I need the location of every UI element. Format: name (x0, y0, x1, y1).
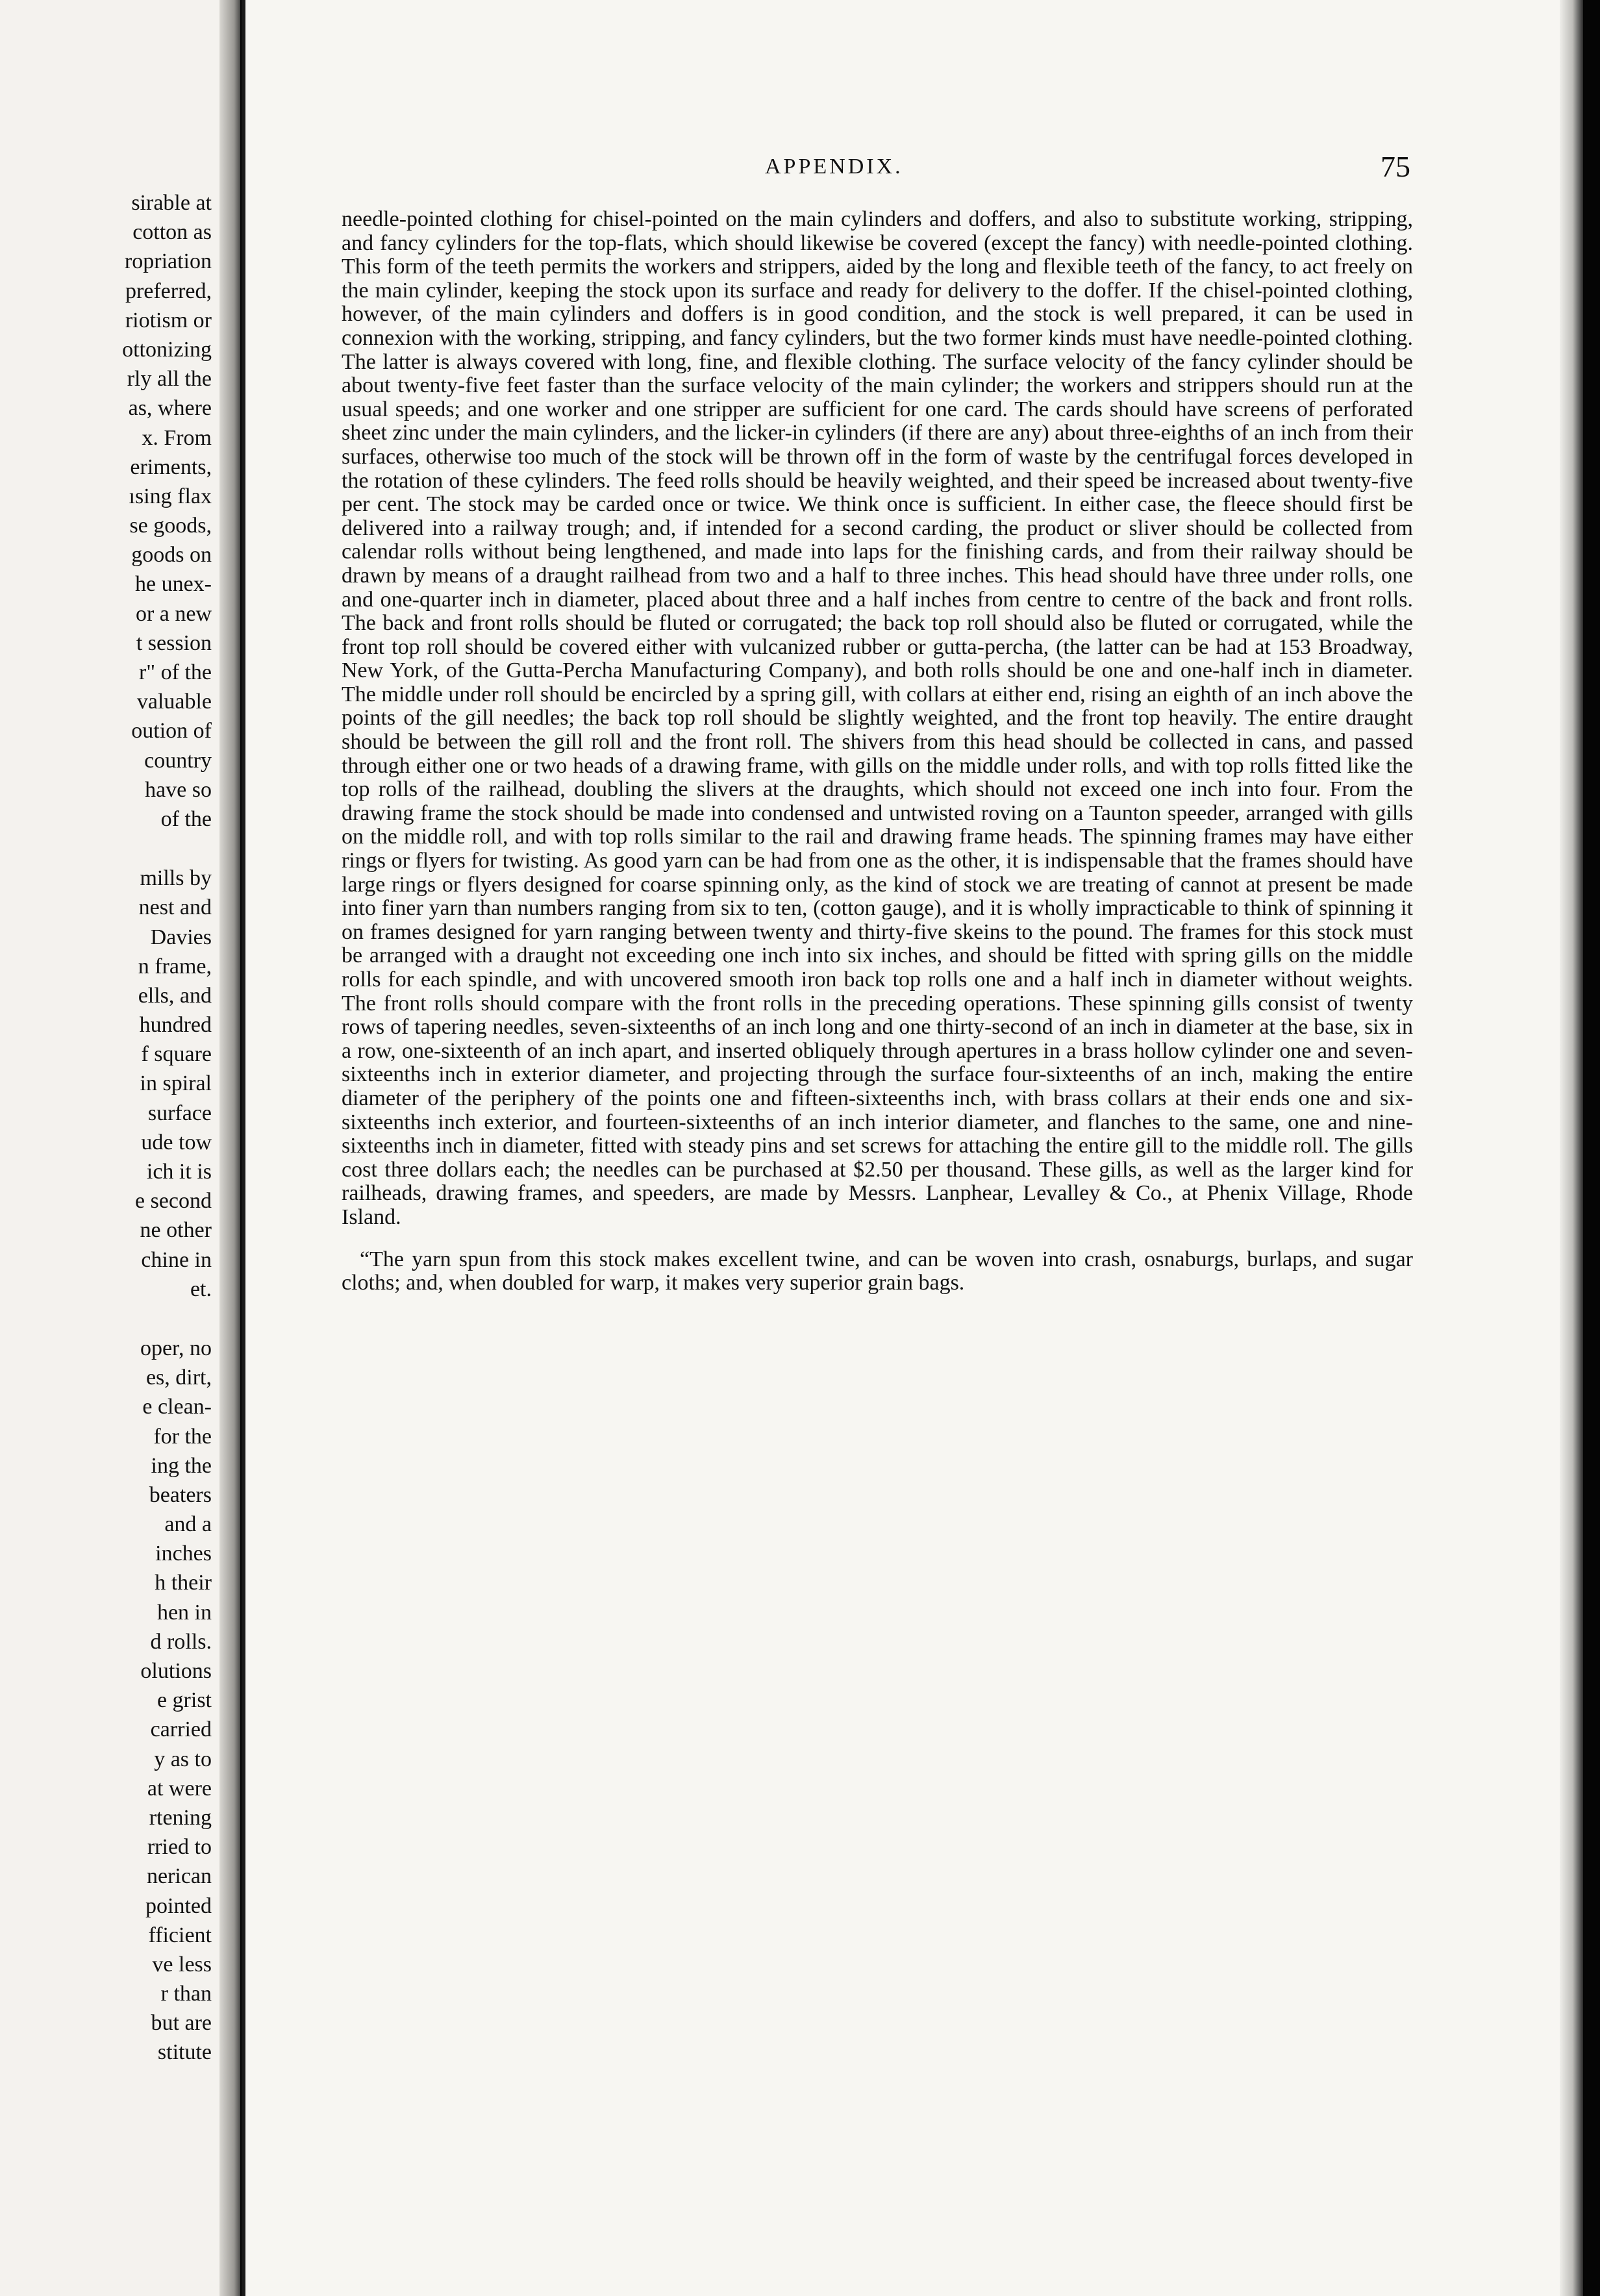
left-page-line: eriments, (130, 455, 212, 479)
left-page-line: surface (147, 1101, 212, 1125)
left-page-line: ısing flax (129, 484, 212, 508)
page-edge (1560, 0, 1583, 2296)
left-page-line: chine in (141, 1247, 212, 1272)
left-page-line: Davies (150, 925, 212, 949)
left-page-line: rtening (149, 1805, 212, 1830)
left-page-line: ottonizing (122, 337, 212, 362)
paragraph: needle-pointed clothing for chisel-pointed on the main cylinders and doffers, and also to substitute working, stripping, and fancy cylinders for the top-flats, which should likewise be covered (except the fancy) with needle-pointed clothing. This form of the teeth permits the workers and strippers, aided by the long and flexible teeth of the fancy, to act freely on the main cylinder, keeping the stock upon its surface and ready for delivery to the doffer. If the chisel-pointed clothing, however, of the main cylinders and doffers is in good condition, and the stock is well prepared, it can be used in connexion with the working, stripping, and fancy cylinders, but the two former kinds must have needle-pointed clothing. The latter is always covered with long, fine, and flexible clothing. The surface velocity of the fancy cylinder should be about twenty-five feet faster than the surface velocity of the main cylinder; the workers and strippers should run at the usual speeds; and one worker and one stripper are sufficient for one card. The cards should have screens of perforated sheet zinc under the main cylinders, and the licker-in cylinders (if there are any) about three-eighths of an inch from their surfaces, otherwise too much of the stock will be thrown off in the form of waste by the centrifugal forces developed in the rotation of these cylinders. The feed rolls should be heavily weighted, and their speed be increased about twenty-five per cent. The stock may be carded once or twice. We think once is sufficient. In either case, the fleece should first be delivered into a railway trough; and, if intended for a second carding, the product or sliver should be collected from calendar rolls without being lengthened, and made into laps for the finishing cards, and from their railway should be drawn by means of a draught railhead from two and a half to three inches. This head should have three under rolls, one and one-quarter inch in diameter, placed about three and a half inches from centre to centre of the back and front rolls. The back and front rolls should be fluted or corrugated; the back top roll should also be fluted or corrugated, while the front top roll should be covered either with vulcanized rubber or gutta-percha, (the latter can be had at 153 Broadway, New York, of the Gutta-Percha Manufacturing Company), and both rolls should be one and one-half inch in diameter. The middle under roll should be encircled by a spring gill, with collars at either end, rising an eighth of an inch above the points of the gill needles; the back top roll should be slightly weighted, and the front top heavily. The entire draught should be between the gill roll and the front roll. The shivers from this head should be collected in cans, and passed through either one or two heads of a drawing frame, with gills on the middle under rolls, and with top rolls fitted like the top rolls of the railhead, doubling the slivers at the draughts, which should not exceed one inch into four. From the drawing frame the stock should be made into condensed and untwisted roving on a Taunton speeder, arranged with gills on the middle roll, and with top rolls similar to the rail and drawing frame heads. The spinning frames may have either rings or flyers for twisting. As good yarn can be had from one as the other, it is indispensable that the frames should have large rings or flyers designed for coarse spinning only, as the kind of stock we are treating of cannot at present be made into finer yarn than numbers ranging from six to ten, (cotton gauge), and it is wholly impracticable to think of spinning it on frames designed for yarn ranging between twenty and thirty-five skeins to the pound. The frames for this stock must be arranged with a draught not exceeding one inch into six inches, and should be fitted with spring gills on the middle rolls for each spindle, and with uncovered smooth iron back top rolls one and a half inch in diameter without weights. The front rolls should compare with the front rolls in the preceding operations. These spinning gills consist of twenty rows of tapering needles, seven-sixteenths of an inch long and one thirty-second of an inch in diameter at the base, six in a row, one-sixteenth of an inch apart, and inserted obliquely through apertures in a brass hollow cylinder one and seven-sixteenths inch in exterior diameter, and projecting through the surface four-sixteenths of an inch, making the entire diameter of the periphery of the points one and fifteen-sixteenths inch, with brass collars at their ends one and six-sixteenths inch exterior, and fourteen-sixteenths of an inch interior diameter, and flanches to the same, one and nine-sixteenths inch in diameter, fitted with steady pins and set screws for attaching the entire gill to the middle roll. The gills cost three dollars each; the needles can be purchased at $2.50 per thousand. These gills, as well as the larger kind for railheads, drawing frames, and speeders, are made by Messrs. Lanphear, Levalley & Co., at Phenix Village, Rhode Island. (342, 207, 1413, 1229)
left-page-line: sirable at (131, 191, 212, 215)
left-page-line: x. From (142, 425, 212, 450)
left-page-line: inches (155, 1541, 212, 1566)
left-page-line (4, 1304, 212, 1334)
left-page-fragment (0, 0, 240, 2296)
left-page-line (4, 834, 212, 864)
left-page-line: d rolls. (150, 1629, 212, 1654)
left-page-line: goods on (131, 543, 212, 568)
left-page-line: e grist (156, 1688, 212, 1713)
left-page-line: se goods, (129, 514, 212, 538)
left-page-line: hen in (156, 1600, 212, 1625)
left-page-line: ing the (151, 1453, 212, 1478)
left-page-line: ude tow (141, 1130, 212, 1154)
left-page-line: pointed (145, 1893, 212, 1918)
left-page-line: rly all the (127, 367, 212, 392)
left-page-line: ells, and (138, 983, 212, 1008)
left-page-text-column (4, 188, 212, 2067)
left-page-line: country (144, 748, 212, 773)
left-page-line: but are (151, 2011, 212, 2036)
left-page-line: r than (160, 1982, 212, 2006)
left-page-line: or a new (135, 601, 212, 626)
left-page-line: olutions (140, 1659, 212, 1683)
left-page-line: at were (147, 1776, 212, 1801)
left-page-line: rried to (147, 1835, 212, 1860)
left-page-line: ropriation (124, 249, 212, 274)
left-page-line: nest and (138, 895, 212, 920)
left-page-line: n frame, (138, 954, 212, 979)
left-page-line: of the (160, 806, 212, 831)
left-page-line: oution of (131, 719, 212, 743)
left-page-line: oper, no (140, 1336, 212, 1360)
left-page-line: in spiral (140, 1071, 212, 1096)
left-page-line: y as to (154, 1747, 212, 1771)
page-header (245, 150, 1427, 193)
left-page-line: t session (136, 630, 212, 655)
left-page-line: carried (150, 1717, 212, 1742)
left-page-line: ich it is (146, 1160, 212, 1184)
left-page-line: beaters (149, 1482, 212, 1507)
left-page-line: e clean- (142, 1395, 212, 1419)
left-page-line: es, dirt, (145, 1366, 212, 1390)
left-page-line: e second (134, 1189, 212, 1214)
left-page-line: f square (141, 1042, 212, 1067)
left-page-line: ne other (140, 1218, 212, 1243)
left-page-line: valuable (136, 690, 212, 714)
left-page-line: for the (153, 1424, 212, 1449)
left-page-line: nerican (146, 1864, 212, 1889)
left-page-line: ve less (152, 1952, 212, 1977)
left-page-line: mills by (140, 866, 212, 891)
left-page-line: preferred, (125, 279, 212, 303)
left-page-line: he unex- (134, 572, 212, 597)
left-page-line: r" of the (138, 660, 212, 684)
left-page-line: stitute (157, 2040, 212, 2065)
left-page-line: h their (155, 1571, 212, 1595)
left-page-line: and a (164, 1512, 212, 1537)
left-page-line: riotism or (125, 308, 212, 332)
book-gutter (219, 0, 240, 2296)
left-page-line: cotton as (132, 220, 212, 245)
page-body-text (342, 208, 1413, 1295)
paragraph-quote: “The yarn spun from this stock makes excellent twine, and can be woven into crash, osnaburgs, burlaps, and sugar cloths; and, when doubled for warp, it makes very superior grain bags. (342, 1247, 1413, 1295)
left-page-line: fficient (148, 1923, 212, 1947)
left-page-line: et. (190, 1277, 212, 1301)
page-number: 75 (1381, 150, 1410, 183)
left-page-line: as, where (128, 396, 212, 421)
right-page (242, 0, 1583, 2296)
running-head: APPENDIX. (765, 155, 903, 179)
left-page-line: have so (145, 777, 212, 802)
left-page-line: hundred (139, 1013, 212, 1038)
